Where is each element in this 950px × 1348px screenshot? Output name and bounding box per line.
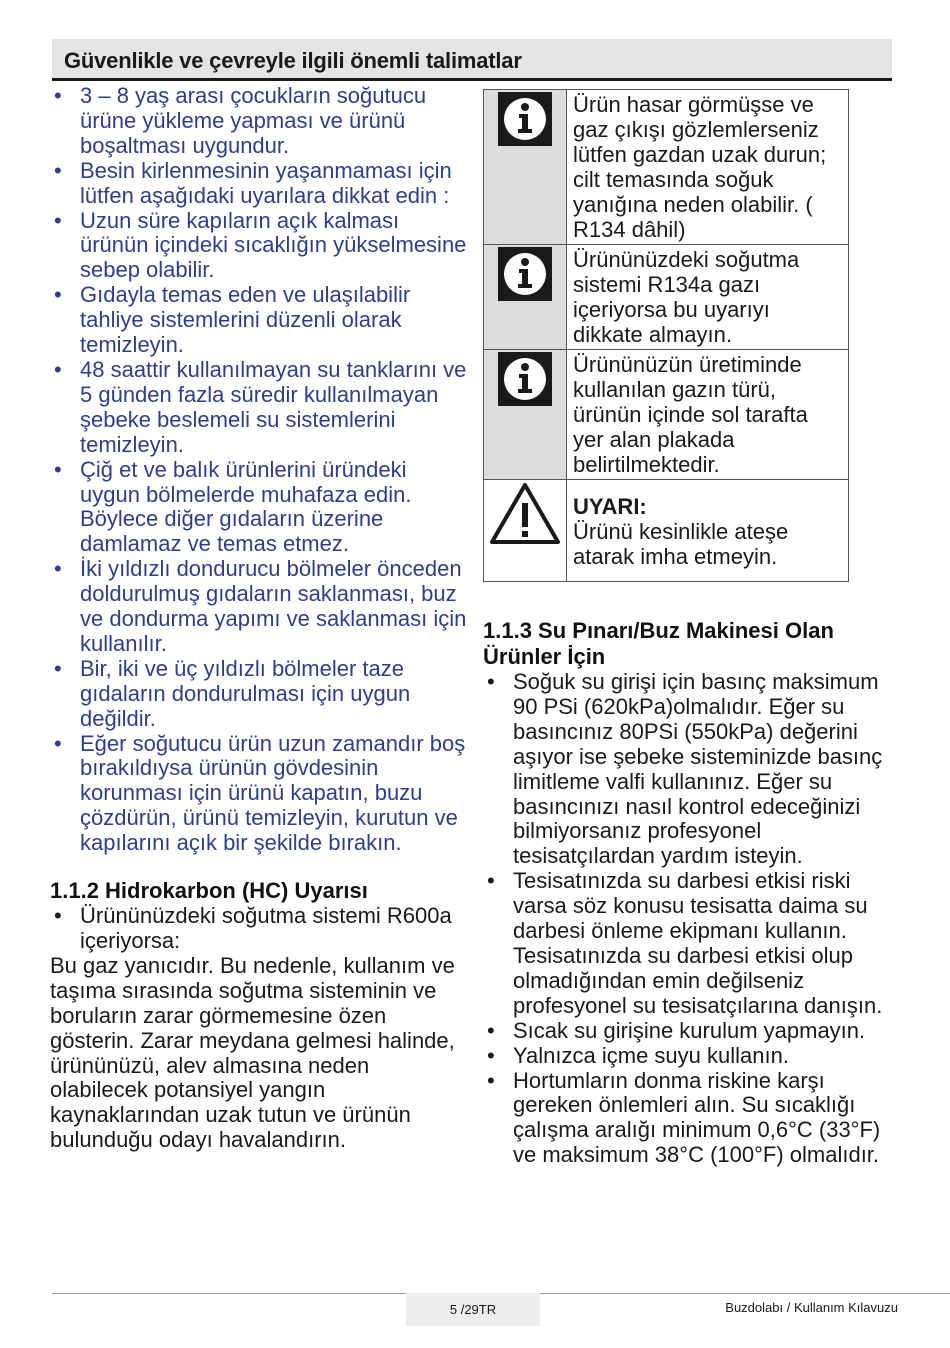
list-item: • Yalnızca içme suyu kullanın. xyxy=(483,1044,893,1069)
warning-icon-cell xyxy=(484,480,567,582)
note-text: Ürününüzdeki soğutma sistemi R134a gazı içeriyorsa bu uyarıyı dikkate almayın. xyxy=(567,245,849,350)
list-item: • Tesisatınızda su darbesi etkisi riski varsa söz konusu tesisatta daima su darbesi önleme ekipmanı kullanın. Tesisatınızda su darbesi etkisi olup olmadığından emin değilseniz profesyonel su tesisatçılarına danışın. xyxy=(483,869,893,1018)
section-header xyxy=(52,39,892,81)
warning-text: Ürünü kesinlikle ateşe atarak imha etmeyin. xyxy=(573,519,789,569)
hc-paragraph: Bu gaz yanıcıdır. Bu nedenle, kullanım ve taşıma sırasında soğutma sisteminin ve boruların zarar görmemesine özen gösterin. Zarar meydana gelmesi halinde, ürününüzü, alev almasına neden olabilecek potansiyel yangın kaynaklarından uzak tutun ve ürünün bulunduğu odayı havalandırın. xyxy=(50,952,455,1153)
hc-warning-heading: 1.1.2 Hidrokarbon (HC) Uyarısı xyxy=(50,878,368,904)
list-item: • 48 saattir kullanılmayan su tanklarını ve 5 günden fazla süredir kullanılmayan şebeke beslemeli su sistemlerini temizleyin. xyxy=(50,358,468,458)
list-item: • Eğer soğutucu ürün uzun zamandır boş bırakıldıysa ürünün gövdesinin korunması için ürünü kapatın, buzu çözdürün, ürünü temizleyin, kurutun ve kapılarını açık bir şekilde bırakın. xyxy=(50,732,468,857)
safety-list xyxy=(50,84,468,856)
list-item: • Gıdayla temas eden ve ulaşılabilir tahliye sistemlerini düzenli olarak temizleyin. xyxy=(50,283,468,358)
info-icon xyxy=(497,91,553,147)
page-title: Güvenlikle ve çevreyle ilgili önemli talimatlar xyxy=(64,48,522,73)
note-text: Ürün hasar görmüşse ve gaz çıkışı gözlemlerseniz lütfen gazdan uzak durun; cilt temasında soğuk yanığına neden olabilir. ( R134 dâhil) xyxy=(567,90,849,245)
note-icon-cell xyxy=(484,245,567,350)
note-icon-cell xyxy=(484,350,567,480)
note-row xyxy=(484,245,849,350)
note-row xyxy=(484,350,849,480)
document-title: Buzdolabı / Kullanım Kılavuzu xyxy=(725,1300,898,1315)
warning-row xyxy=(484,480,849,582)
warning-title: UYARI: xyxy=(573,494,647,519)
hc-list xyxy=(50,904,468,954)
note-text: Ürününüzün üretiminde kullanılan gazın türü, ürünün içinde sol tarafta yer alan plakada belirtilmektedir. xyxy=(567,350,849,480)
list-item: • İki yıldızlı dondurucu bölmeler önceden doldurulmuş gıdaların saklanması, buz ve dondurma yapımı ve saklanması için kullanılır. xyxy=(50,557,468,657)
info-icon xyxy=(497,351,553,407)
warning-triangle-icon xyxy=(489,481,561,545)
water-list xyxy=(483,670,893,1168)
left-column xyxy=(50,84,468,1153)
list-item: • Sıcak su girişine kurulum yapmayın. xyxy=(483,1019,893,1044)
list-item: • Soğuk su girişi için basınç maksimum 90 PSi (620kPa)olmalıdır. Eğer su basıncınız 80PSi (550kPa) değerini aşıyor ise şebeke sisteminizde basınç limitleme valfi kullanınız. Eğer su basıncınızı nasıl kontrol edeceğinizi bilmiyorsanız profesyonel tesisatçılardan yardım isteyin. xyxy=(483,670,893,869)
right-column xyxy=(483,89,893,1168)
info-icon xyxy=(497,246,553,302)
warning-text-cell xyxy=(567,480,849,582)
note-row xyxy=(484,90,849,245)
water-dispenser-heading: 1.1.3 Su Pınarı/Buz Makinesi Olan Ürünler İçin xyxy=(483,618,834,669)
notes-table xyxy=(483,89,849,582)
page-number: 5 /29TR xyxy=(406,1293,540,1326)
list-item: • Bir, iki ve üç yıldızlı bölmeler taze gıdaların dondurulması için uygun değildir. xyxy=(50,657,468,732)
list-item: • Ürününüzdeki soğutma sistemi R600a içeriyorsa: xyxy=(50,904,468,954)
list-item: • Çiğ et ve balık ürünlerini üründeki uygun bölmelerde muhafaza edin. Böylece diğer gıdaların üzerine damlamaz ve temas etmez. xyxy=(50,458,468,558)
list-item: • Besin kirlenmesinin yaşanmaması için lütfen aşağıdaki uyarılara dikkat edin : xyxy=(50,159,468,209)
list-item: • Hortumların donma riskine karşı gereken önlemleri alın. Su sıcaklığı çalışma aralığı minimum 0,6°C (33°F) ve maksimum 38°C (100°F) olmalıdır. xyxy=(483,1069,893,1169)
note-icon-cell xyxy=(484,90,567,245)
list-item: • 3 – 8 yaş arası çocukların soğutucu ürüne yükleme yapması ve ürünü boşaltması uygundur. xyxy=(50,84,468,159)
list-item: • Uzun süre kapıların açık kalması ürünün içindeki sıcaklığın yükselmesine sebep olabilir. xyxy=(50,209,468,284)
